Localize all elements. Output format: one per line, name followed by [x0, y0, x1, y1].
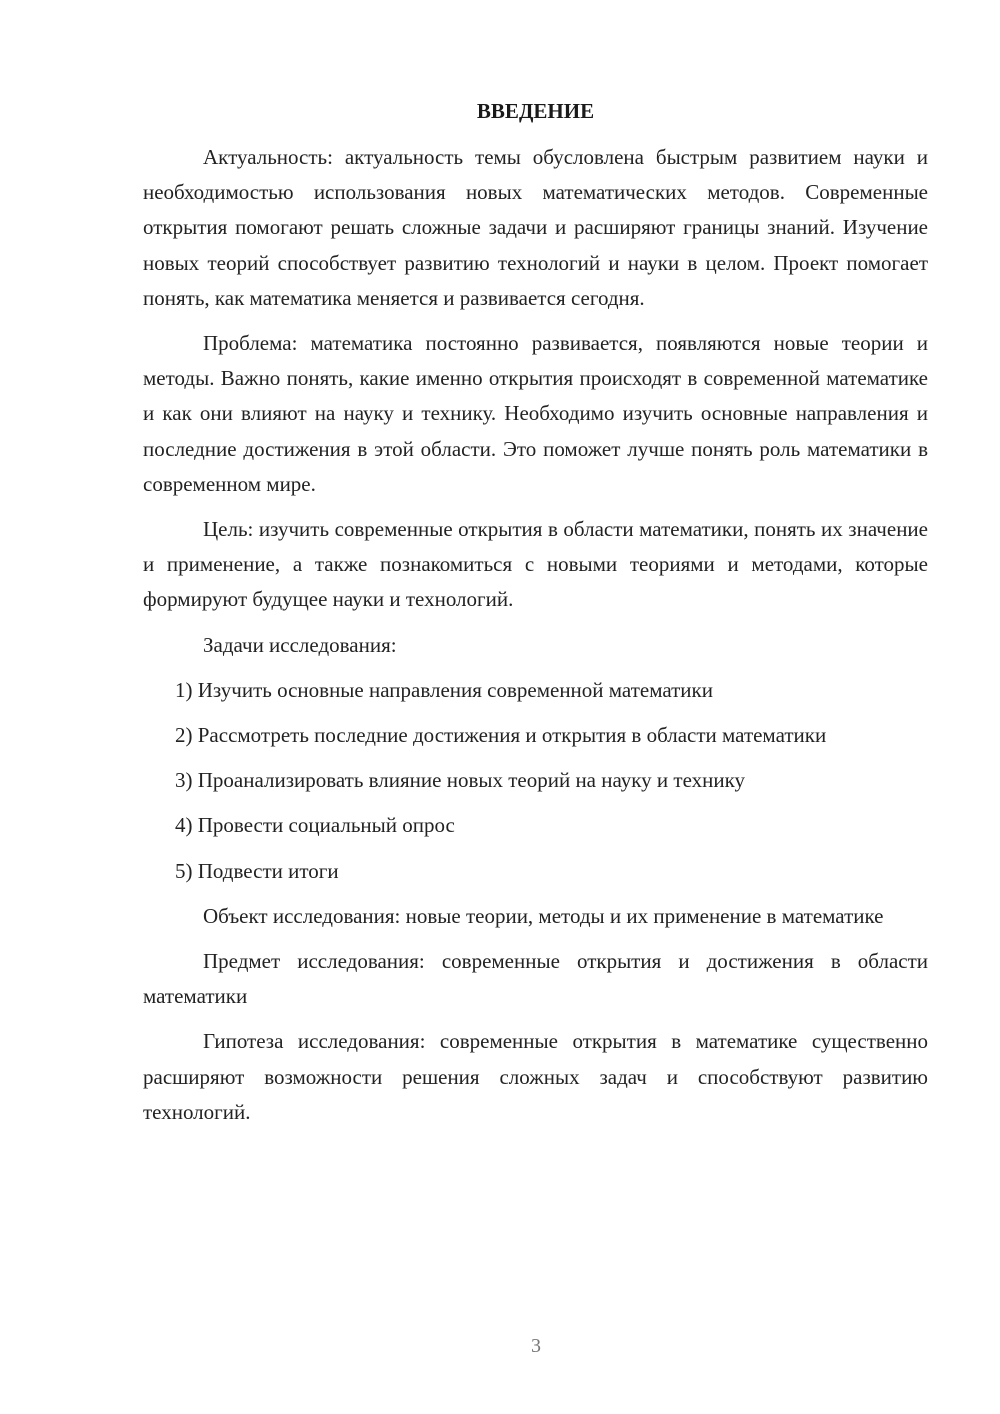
- object-paragraph: Объект исследования: новые теории, методы и их применение в математике: [203, 903, 884, 928]
- task-item: 3) Проанализировать влияние новых теорий на науку и технику: [175, 768, 745, 793]
- page-number: 3: [531, 1335, 541, 1357]
- subject-paragraph: Предмет исследования: современные открытия и достижения в области математики: [143, 949, 928, 1009]
- task-item: 5) Подвести итоги: [175, 858, 339, 883]
- task-item: 4) Провести социальный опрос: [175, 813, 455, 838]
- task-item: 2) Рассмотреть последние достижения и открытия в области математики: [175, 723, 827, 748]
- goal-paragraph: Цель: изучить современные открытия в области математики, понять их значение и применение, а также познакомиться с новыми теориями и методами, которые формируют будущее науки и технологий.: [143, 517, 928, 612]
- hypothesis-paragraph: Гипотеза исследования: современные открытия в математике существенно расширяют возможности решения сложных задач и способствуют развитию технологий.: [143, 1029, 928, 1124]
- relevance-paragraph: Актуальность: актуальность темы обусловлена быстрым развитием науки и необходимостью использования новых математических методов. Современные открытия помогают решать сложные задачи и расширяют границы знаний. Изучение новых теорий способствует развитию технологий и науки в целом. Проект помогает понять, как математика меняется и развивается сегодня.: [143, 145, 928, 310]
- task-item: 1) Изучить основные направления современной математики: [175, 677, 713, 702]
- tasks-heading: Задачи исследования:: [203, 632, 397, 657]
- problem-paragraph: Проблема: математика постоянно развивается, появляются новые теории и методы. Важно понять, какие именно открытия происходят в современной математике и как они влияют на науку и технику. Необходимо изучить основные направления и последние достижения в этой области. Это поможет лучше понять роль математики в современном мире.: [143, 331, 928, 496]
- page-title: ВВЕДЕНИЕ: [476, 99, 595, 123]
- document-body: [143, 94, 928, 1140]
